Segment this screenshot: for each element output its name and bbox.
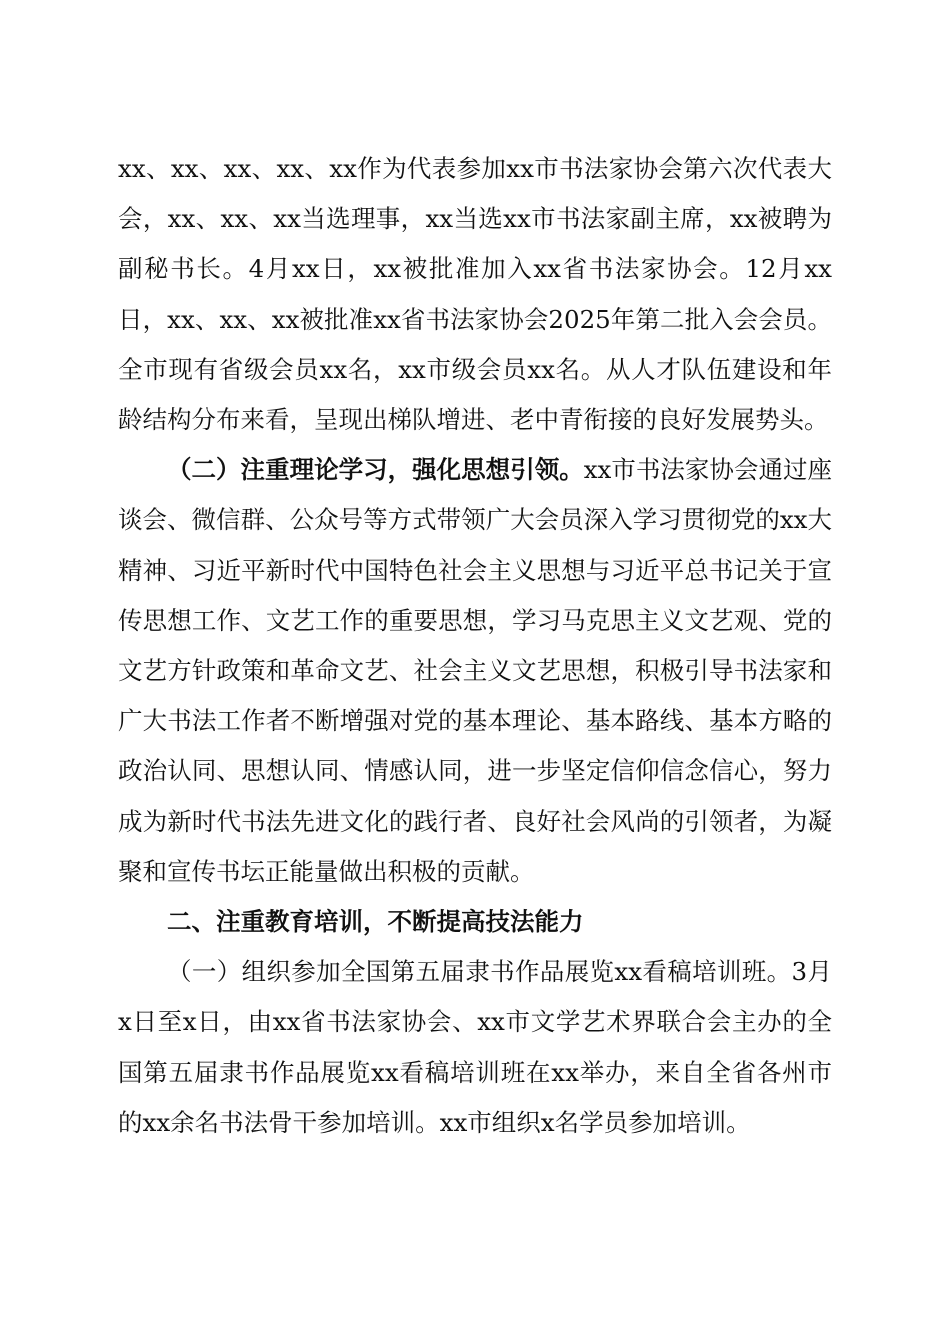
document-page <box>118 144 832 1148</box>
paragraph-section-1-2 <box>118 445 832 897</box>
paragraph-section-2-1 <box>118 947 832 1148</box>
paragraph-1: xx、xx、xx、xx、xx作为代表参加xx市书法家协会第六次代表大会，xx、xx、xx当选理事，xx当选xx市书法家副主席，xx被聘为副秘书长。4月xx日，xx被批准加入xx省书法家协会。12月xx日，xx、xx、xx被批准xx省书法家协会2025年第二批入会会员。全市现有省级会员xx名，xx市级会员xx名。从人才队伍建设和年龄结构分布来看，呈现出梯队增进、老中青衔接的良好发展势头。 <box>118 154 832 435</box>
section-2-1-title: （一）组织参加全国第五届隶书作品展览xx看稿培训班。 <box>167 957 792 987</box>
heading-2: 二、注重教育培训，不断提高技法能力 <box>167 907 584 937</box>
section-2-1-body: 3月x日至x日，由xx省书法家协会、xx市文学艺术界联合会主办的全国第五届隶书作品展览xx看稿培训班在xx举办，来自全省各州市的xx余名书法骨干参加培训。xx市组织x名学员参加培训。 <box>118 957 832 1137</box>
section-1-2-body: xx市书法家协会通过座谈会、微信群、公众号等方式带领广大会员深入学习贯彻党的xx大精神、习近平新时代中国特色社会主义思想与习近平总书记关于宣传思想工作、文艺工作的重要思想，学习马克思主义文艺观、党的文艺方针政策和革命文艺、社会主义文艺思想，积极引导书法家和广大书法工作者不断增强对党的基本理论、基本路线、基本方略的政治认同、思想认同、情感认同，进一步坚定信仰信念信心，努力成为新时代书法先进文化的践行者、良好社会风尚的引领者，为凝聚和宣传书坛正能量做出积极的贡献。 <box>118 455 832 886</box>
section-1-2-title: （二）注重理论学习，强化思想引领。 <box>167 455 584 485</box>
